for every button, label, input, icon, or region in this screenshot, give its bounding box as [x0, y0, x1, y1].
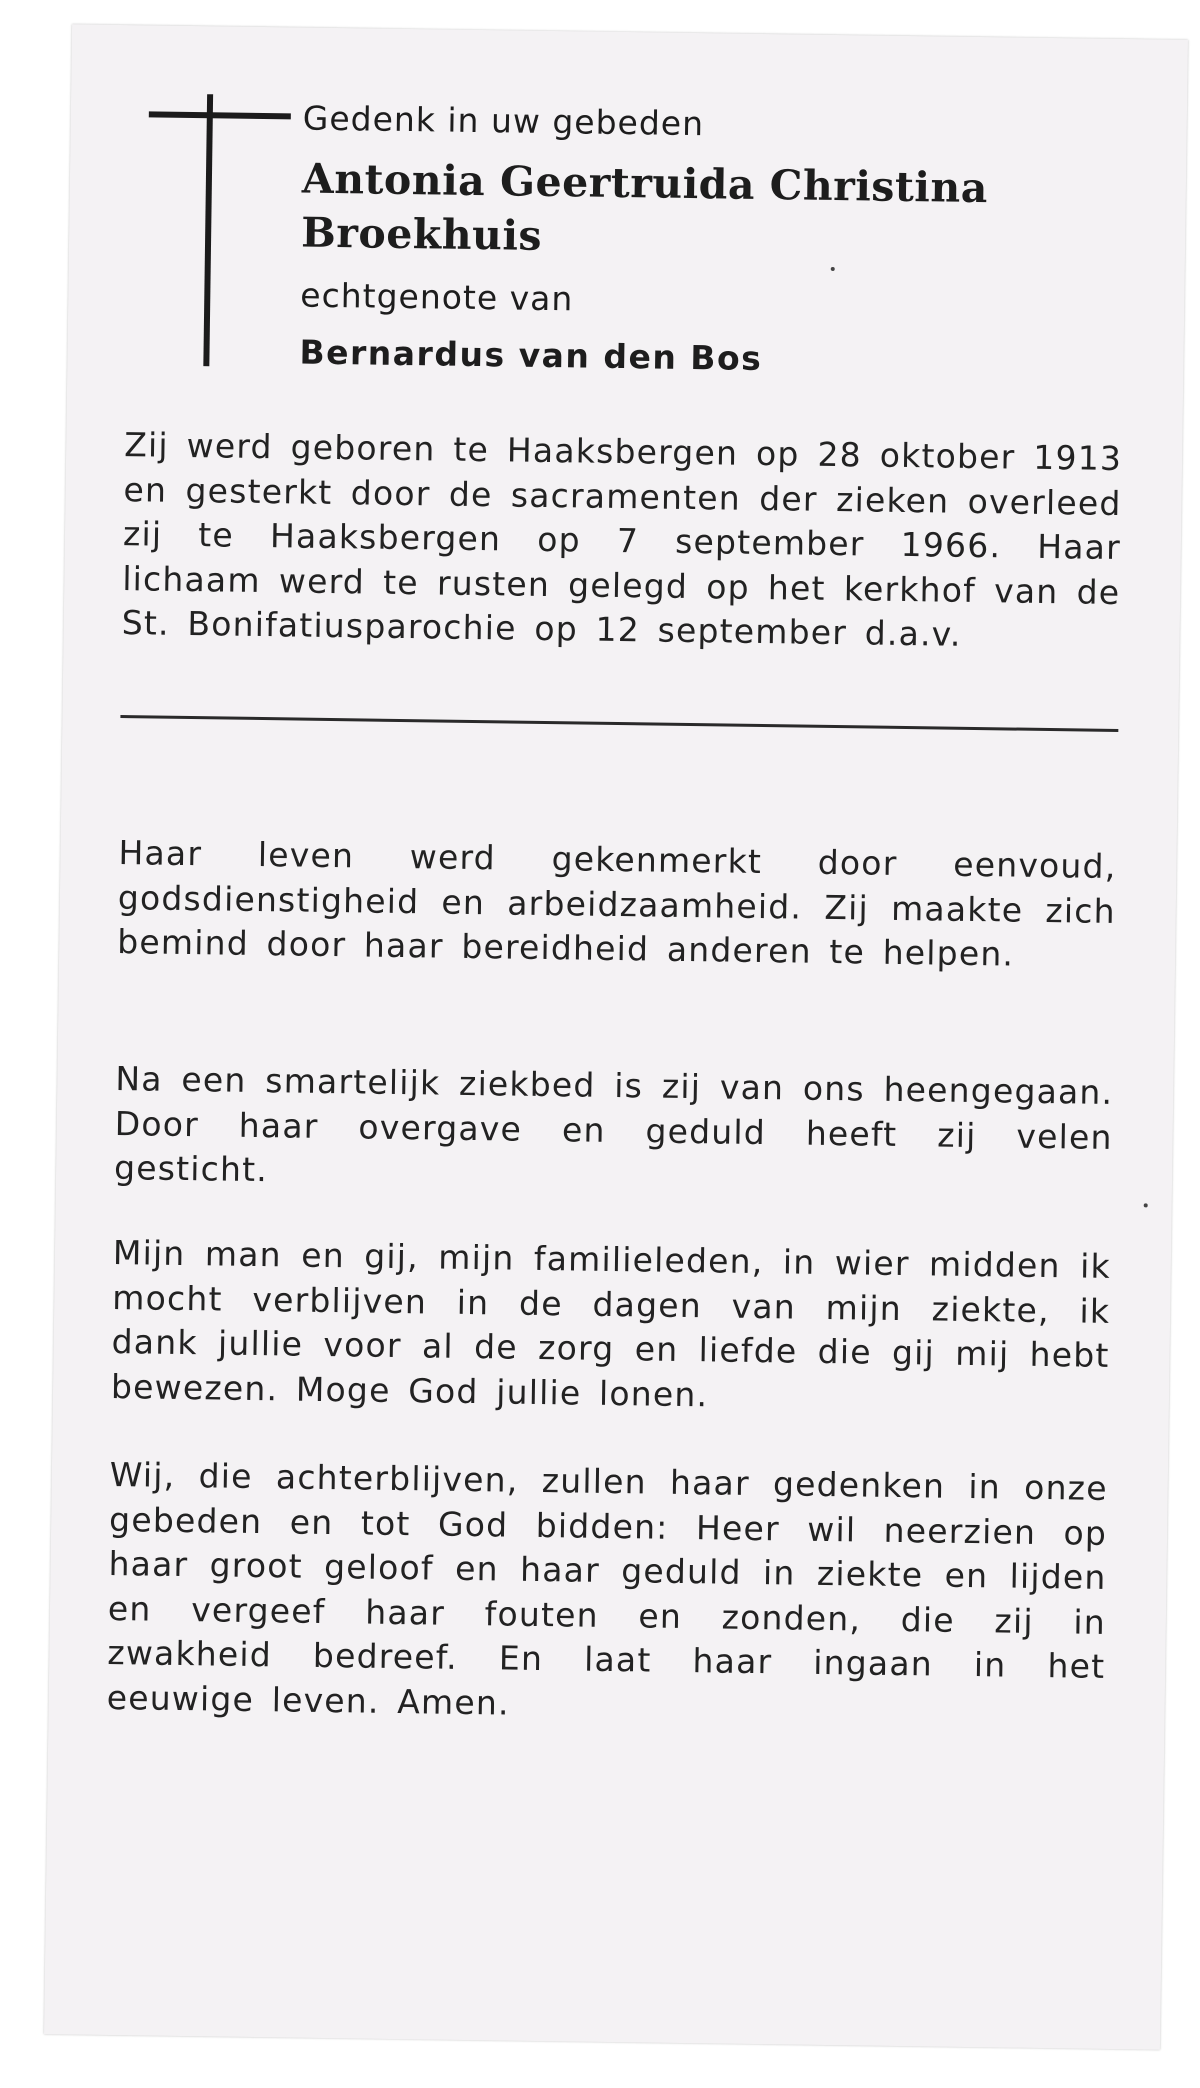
divider-line: [120, 715, 1118, 732]
cross-icon-bar: [149, 111, 291, 119]
cross-icon: [203, 94, 213, 366]
spouse-name: Bernardus van den Bos: [299, 332, 763, 378]
spouse-intro: echtgenote van: [300, 275, 574, 319]
illness-paragraph: Na een smartelijk ziekbed is zij van ons heengegaan. Door haar overgave en geduld heeft zij velen gesticht.: [113, 1059, 1114, 1190]
prayer-paragraph: Wij, die achterblijven, zullen haar gedenken in onze gebeden en tot God bidden: Heer wil neerzien op haar groot geloof en haar geduld in ziekte en lijden en vergeef haar fouten en zonden, die zij in zwakheid bedreef. En laat haar ingaan in het eeuwige leven. Amen.: [106, 1454, 1109, 1723]
prayer-line: Gedenk in uw gebeden: [302, 98, 705, 144]
memorial-card: [44, 24, 1188, 2049]
deceased-name-line-1: Antonia Geertruida Christina: [301, 154, 989, 213]
deceased-name: [301, 152, 1122, 271]
print-speck: [1144, 1203, 1148, 1207]
card-header: [299, 94, 1123, 389]
print-speck: [831, 267, 835, 271]
life-paragraph: Haar leven werd gekenmerkt door eenvoud, godsdienstigheid en arbeidzaamheid. Zij maakte zich bemind door haar bereidheid anderen te helpen.: [117, 833, 1117, 974]
biography-paragraph: Zij werd geboren te Haaksbergen op 28 oktober 1913 en gesterkt door de sacramenten der zieken overleed zij te Haaksbergen op 7 september 1966. Haar lichaam werd te rusten gelegd op het kerkhof van de St. Bonifatiusparochie op 12 september d.a.v.: [121, 425, 1123, 654]
thanks-paragraph: Mijn man en gij, mijn familieleden, in wier midden ik mocht verblijven in de dagen van mijn ziekte, ik dank jullie voor al de zorg en liefde die gij mij hebt bewezen. Moge God jullie lonen.: [110, 1232, 1112, 1414]
deceased-name-line-2: Broekhuis: [300, 208, 543, 260]
